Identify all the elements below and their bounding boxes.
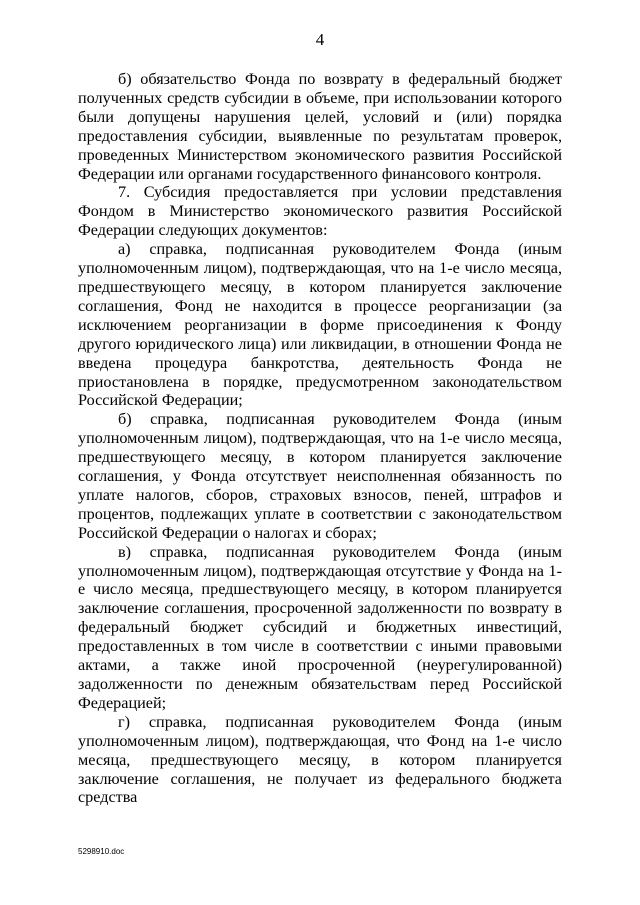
document-body	[78, 70, 562, 807]
footer-file-name: 5298910.doc	[78, 847, 125, 856]
page-number: 4	[315, 30, 325, 49]
paragraph-7g: г) справка, подписанная руководителем Фонда (иным уполномоченным лицом), подтверждающая, что Фонд на 1-е число месяца, предшествующего месяцу, в котором планируется заключение соглашения, не получает из федерального бюджета средства	[78, 712, 562, 807]
paragraph-7: 7. Субсидия предоставляется при условии представления Фондом в Министерство экономического развития Российской Федерации следующих документов:	[78, 183, 562, 240]
paragraph-7v: в) справка, подписанная руководителем Фонда (иным уполномоченным лицом), подтверждающая отсутствие у Фонда на 1-е число месяца, предшествующего месяцу, в котором планируется заключение соглашения, просроченной задолженности по возврату в федеральный бюджет субсидий и бюджетных инвестиций, предоставленных в том числе в соответствии с иными правовыми актами, а также иной просроченной (неурегулированной) задолженности по денежным обязательствам перед Российской Федерацией;	[78, 542, 562, 712]
paragraph-6b: б) обязательство Фонда по возврату в федеральный бюджет полученных средств субсидии в объеме, при использовании которого были допущены нарушения целей, условий и (или) порядка предоставления субсидии, выявленные по результатам проверок, проведенных Министерством экономического развития Российской Федерации или органами государственного финансового контроля.	[78, 70, 562, 183]
paragraph-7a: а) справка, подписанная руководителем Фонда (иным уполномоченным лицом), подтверждающая, что на 1-е число месяца, предшествующего месяцу, в котором планируется заключение соглашения, Фонд не находится в процессе реорганизации (за исключением реорганизации в форме присоединения к Фонду другого юридического лица) или ликвидации, в отношении Фонда не введена процедура банкротства, деятельность Фонда не приостановлена в порядке, предусмотренном законодательством Российской Федерации;	[78, 240, 562, 410]
paragraph-7b: б) справка, подписанная руководителем Фонда (иным уполномоченным лицом), подтверждающая, что на 1-е число месяца, предшествующего месяцу, в котором планируется заключение соглашения, у Фонда отсутствует неисполненная обязанность по уплате налогов, сборов, страховых взносов, пеней, штрафов и процентов, подлежащих уплате в соответствии с законодательством Российской Федерации о налогах и сборах;	[78, 410, 562, 542]
